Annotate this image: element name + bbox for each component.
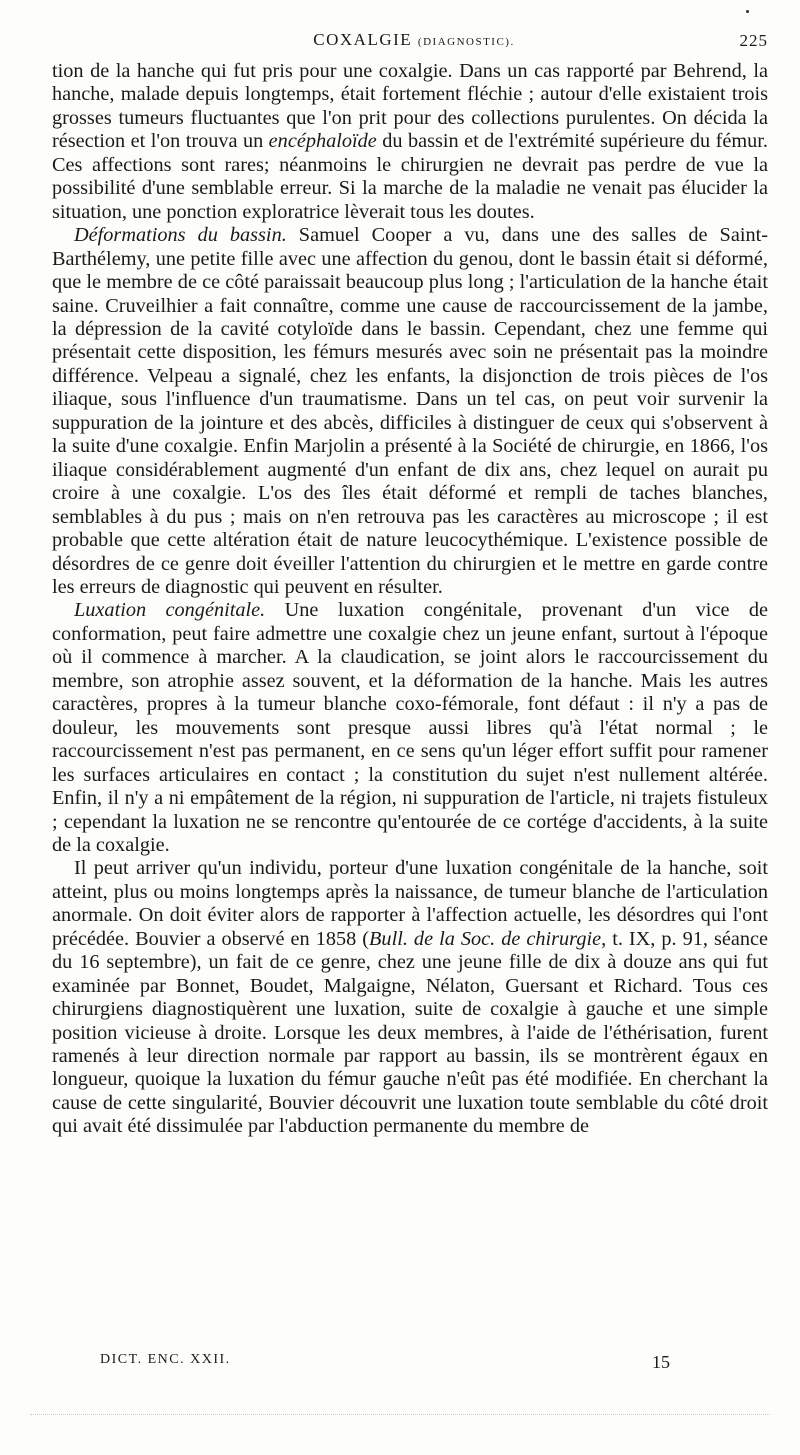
text-run: Samuel Cooper a vu, dans une des salles de Saint-Barthélemy, une petite fille avec une affection du genou, dont le bassin était si déformé, que le membre de ce côté paraissait beaucoup plus long ; l'articulation de la hanche était saine. Cruveilhier a fait connaître, comme une cause de raccourcissement de la jambe, la dépression de la cavité cotyloïde dans le bassin. Cependant, chez une femme qui présentait cette disposition, les fémurs mesurés avec soin ne présentait pas la moindre différence. Velpeau a signalé, chez les enfants, la disjonction de trois pièces de l'os iliaque, sous l'influence d'un traumatisme. Dans un tel cas, on peut voir survenir la suppuration de la jointure et des abcès, difficiles à distinguer de ceux qui s'observent à la suite d'une coxalgie. Enfin Marjolin a présenté à la Société de chirurgie, en 1866, l'os iliaque considérablement augmenté d'un enfant de dix ans, chez lequel on aurait pu croire à une coxalgie. L'os des îles était déformé et rempli de taches blanches, semblables à du pus ; mais on n'en retrouva pas les caractères au microscope ; il est probable que cette altération était de nature leucocythémique. L'existence possible de désordres de ce genre doit éveiller l'attention du chirurgien et le mettre en garde contre les erreurs de diagnostic qui peuvent en résulter. xyxy=(52,224,768,598)
paragraph xyxy=(52,857,768,1138)
italic-text: Luxation congénitale. xyxy=(74,599,266,622)
italic-text: Déformations du bassin. xyxy=(74,224,287,247)
paragraph xyxy=(52,224,768,599)
text-run: du bassin et de l'extrémité supérieure du fémur. Ces affections sont rares; néanmoins le chirurgien ne devrait pas perdre de vue la possibilité d'une semblable erreur. Si la marche de la maladie ne venait pas élucider la situation, une ponction exploratrice lèverait tous les doutes. xyxy=(52,130,768,223)
printer-signature: DICT. ENC. XXII. xyxy=(100,1352,231,1367)
page-footer xyxy=(100,1352,670,1376)
text-run: , t. IX, p. 91, séance du 16 septembre), un fait de ce genre, chez une jeune fille de dix à douze ans qui fut examinée par Bonnet, Boudet, Malgaigne, Nélaton, Guersant et Richard. Tous ces chirurgiens diagnostiquèrent une luxation, suite de coxalgie à gauche et une simple position vicieuse à droite. Lorsque les deux membres, à l'aide de l'éthérisation, furent ramenés à leur direction normale par rapport au bassin, ils se montrèrent égaux en longueur, quoique la luxation du fémur gauche n'eût pas été modifiée. En cherchant la cause de cette singularité, Bouvier découvrit une luxation toute semblable du côté droit qui avait été dissimulée par l'abduction permanente du membre de xyxy=(52,927,768,1138)
paragraph xyxy=(52,599,768,857)
page-header xyxy=(60,30,768,56)
page-number: 225 xyxy=(739,31,768,50)
italic-text: Bull. de la Soc. de chirurgie xyxy=(369,927,602,950)
text-run: Une luxation congénitale, provenant d'un vice de conformation, peut faire admettre une coxalgie chez un jeune enfant, surtout à l'époque où il commence à marcher. A la claudication, se joint alors le raccourcissement du membre, son atrophie assez souvent, et la déformation de la hanche. Mais les autres caractères, propres à la tumeur blanche coxo-fémorale, font défaut : il n'y a pas de douleur, les mouvements sont presque aussi libres qu'à l'état normal ; le raccourcissement n'est pas permanent, en ce sens qu'un léger effort suffit pour ramener les surfaces articulaires en contact ; la constitution du sujet n'est nullement altérée. Enfin, il n'y a ni empâtement de la région, ni suppuration de l'article, ni trajets fistuleux ; cependant la luxation ne se rencontre qu'entourée de ce cortége d'accidents, à la suite de la coxalgie. xyxy=(52,599,768,856)
bottom-dotted-rule xyxy=(30,1414,770,1417)
body-text xyxy=(52,60,768,1139)
signature-number: 15 xyxy=(652,1352,670,1372)
text-run: Il peut arriver qu'un individu, porteur d'une luxation congénitale de la hanche, soit atteint, plus ou moins longtemps après la naissance, de tumeur blanche de l'articulation anormale. On doit éviter alors de rapporter à l'affection actuelle, les désordres qui l'ont précédée. Bouvier a observé en 1858 ( xyxy=(52,857,768,950)
print-speck xyxy=(746,10,749,13)
running-head-subtitle: (DIAGNOSTIC). xyxy=(417,36,515,48)
italic-text: encéphaloïde xyxy=(268,130,377,153)
paragraph xyxy=(52,60,768,224)
text-run: tion de la hanche qui fut pris pour une coxalgie. Dans un cas rapporté par Behrend, la hanche, malade depuis longtemps, était fortement fléchie ; autour d'elle existaient trois grosses tumeurs fluctuantes que l'on prit pour des collections purulentes. On décida la résection et l'on trouva un xyxy=(52,60,768,153)
running-head-title: COXALGIE xyxy=(313,30,413,49)
running-head xyxy=(60,30,768,50)
